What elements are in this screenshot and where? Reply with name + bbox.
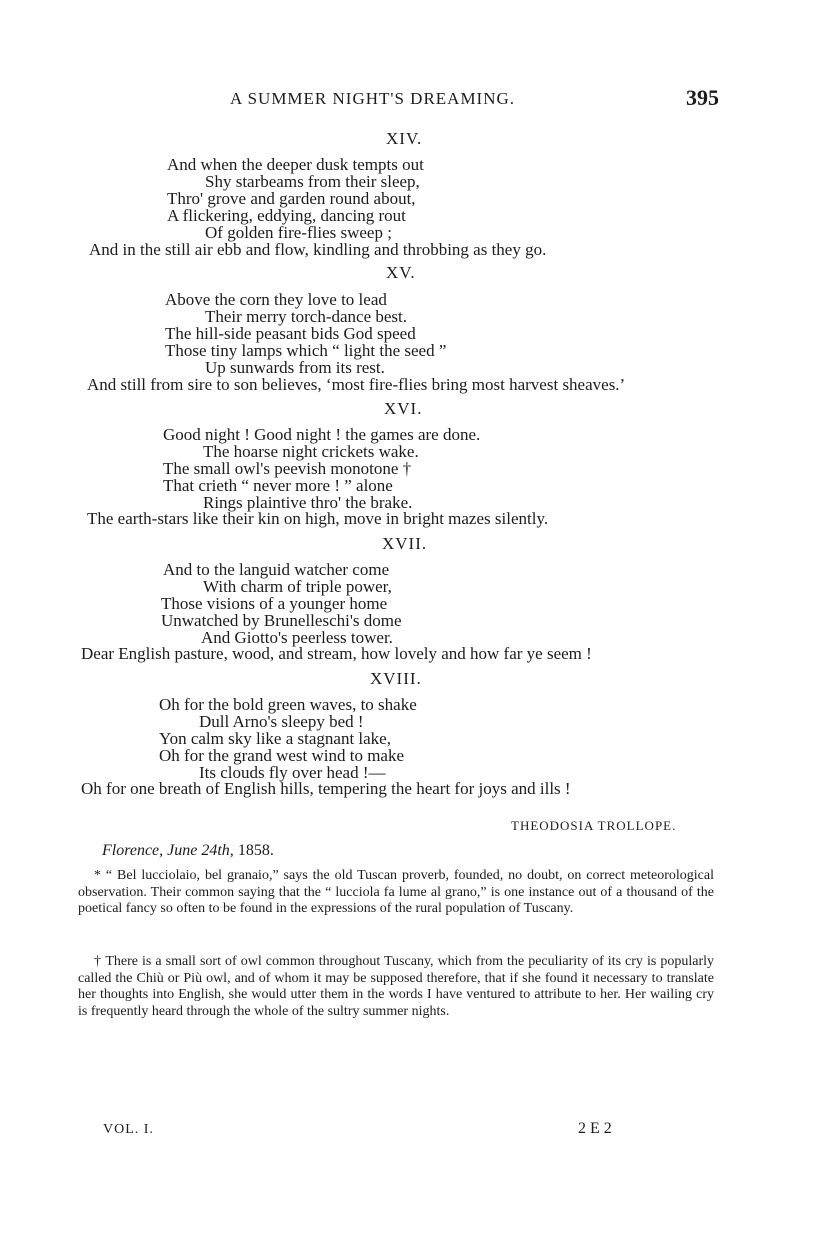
stanza-numeral: XV. bbox=[386, 263, 416, 282]
verse-line: Its clouds fly over head !— bbox=[199, 763, 386, 782]
verse-line: Thro' grove and garden round about, bbox=[167, 189, 416, 208]
verse-line-long: And in the still air ebb and flow, kindling and throbbing as they go. bbox=[89, 240, 547, 259]
verse-line: That crieth “ never more ! ” alone bbox=[163, 476, 393, 495]
verse-line: Shy starbeams from their sleep, bbox=[205, 172, 420, 191]
verse-line: The small owl's peevish monotone † bbox=[163, 459, 412, 478]
verse-line: With charm of triple power, bbox=[203, 577, 392, 596]
verse-line: The hoarse night crickets wake. bbox=[203, 442, 419, 461]
page-number: 395 bbox=[686, 85, 719, 110]
verse-line: Those visions of a younger home bbox=[161, 594, 388, 613]
verse-line-long: And still from sire to son believes, ‘most fire-flies bring most harvest sheaves.’ bbox=[87, 375, 626, 394]
verse-line: And Giotto's peerless tower. bbox=[201, 628, 393, 647]
verse-line: The hill-side peasant bids God speed bbox=[165, 324, 416, 343]
verse-line: Those tiny lamps which “ light the seed ” bbox=[165, 341, 447, 360]
year-text: 1858. bbox=[237, 842, 274, 859]
stanza-numeral: XVII. bbox=[382, 534, 428, 553]
verse-line-long: Dear English pasture, wood, and stream, how lovely and how far ye seem ! bbox=[81, 644, 592, 663]
verse-line: Up sunwards from its rest. bbox=[205, 358, 385, 377]
place-text: Florence, June 24th, bbox=[102, 842, 234, 859]
verse-line: Yon calm sky like a stagnant lake, bbox=[159, 729, 391, 748]
place-and-date bbox=[102, 842, 274, 860]
verse-line: Above the corn they love to lead bbox=[165, 290, 387, 309]
stanza-numeral: XVIII. bbox=[370, 669, 422, 688]
running-title: A SUMMER NIGHT'S DREAMING. bbox=[230, 89, 516, 108]
verse-line: Unwatched by Brunelleschi's dome bbox=[161, 611, 402, 630]
verse-line: A flickering, eddying, dancing rout bbox=[167, 206, 406, 225]
verse-line: Good night ! Good night ! the games are done. bbox=[163, 425, 481, 444]
verse-line: Of golden fire-flies sweep ; bbox=[205, 223, 392, 242]
author-signature: THEODOSIA TROLLOPE. bbox=[511, 818, 677, 833]
footnote-owl: † There is a small sort of owl common throughout Tuscany, which from the peculiarity of its cry is popularly called the Chiù or Più owl, and of whom it may be supposed therefore, that if she found it necessary to translate her thoughts into English, she would utter them in the words I have ventured to attribute to her. Her wailing cry is frequently heard through the whole of the sultry summer nights. bbox=[78, 954, 714, 1019]
verse-line: Dull Arno's sleepy bed ! bbox=[199, 712, 364, 731]
stanza-numeral: XIV. bbox=[386, 129, 423, 148]
verse-line: And to the languid watcher come bbox=[163, 560, 390, 579]
verse-line: Oh for the bold green waves, to shake bbox=[159, 695, 417, 714]
verse-line: Rings plaintive thro' the brake. bbox=[203, 493, 413, 512]
verse-line: Their merry torch-dance best. bbox=[205, 307, 408, 326]
verse-line: Oh for the grand west wind to make bbox=[159, 746, 405, 765]
verse-line-long: The earth-stars like their kin on high, move in bright mazes silently. bbox=[87, 509, 549, 528]
verse-line-long: Oh for one breath of English hills, tempering the heart for joys and ills ! bbox=[81, 779, 571, 798]
signature-mark: 2 E 2 bbox=[578, 1120, 612, 1137]
footnote-firefly: * “ Bel lucciolaio, bel granaio,” says the old Tuscan proverb, founded, no doubt, on correct meteorological observation. Their common saying that the “ lucciola fa lume al grano,” is one instance out of a thousand of the poetical fancy so often to be found in the expressions of the rural population of Tuscany. bbox=[78, 868, 714, 916]
volume-mark: VOL. I. bbox=[103, 1122, 154, 1137]
verse-line: And when the deeper dusk tempts out bbox=[167, 155, 424, 174]
stanza-numeral: XVI. bbox=[384, 399, 423, 418]
